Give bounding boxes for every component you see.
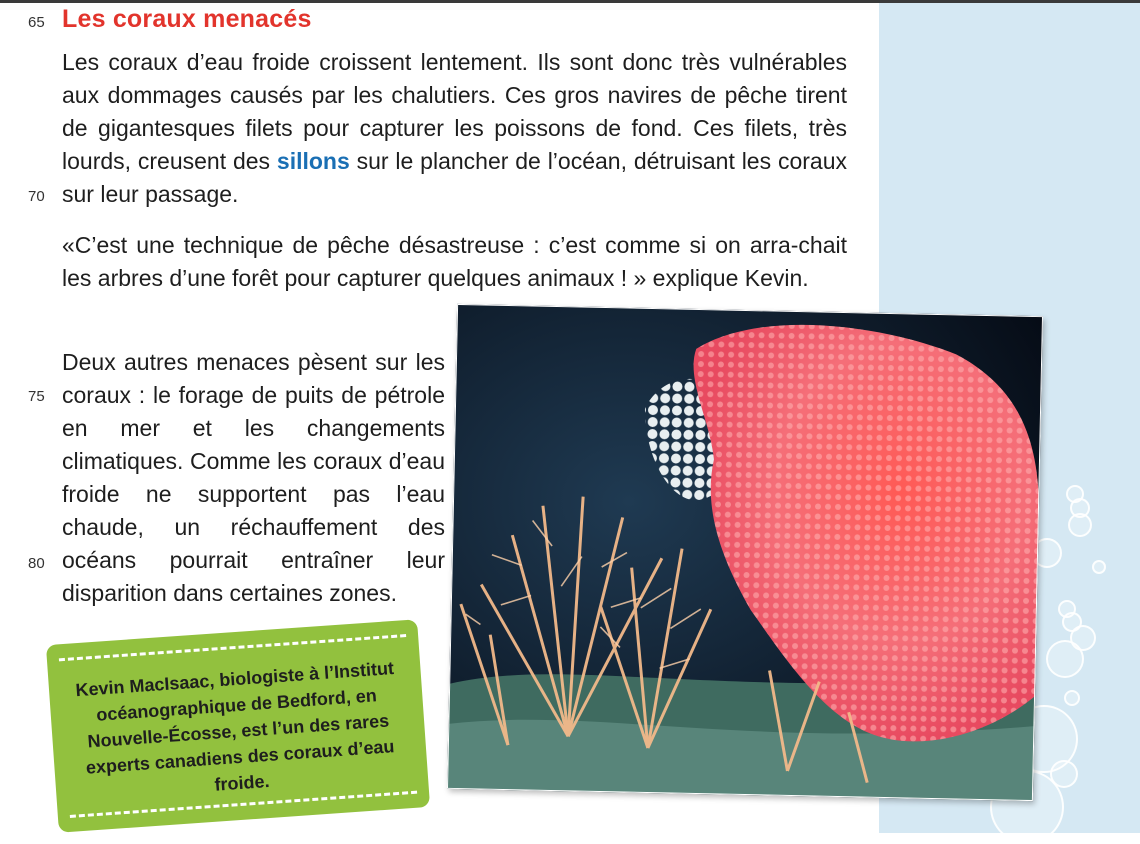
keyword-sillons[interactable]: sillons (276, 148, 350, 174)
paragraph-trawlers-before: Les coraux d’eau froide croissent lentement. Ils sont donc très vulnérables aux dommages causés par les chalutiers. Ces gros navires de pêche tirent de gigantesques filets pour capturer les poissons de fond. Ces filets, très lourds, creusent des (62, 49, 847, 174)
line-number-80: 80 (28, 555, 45, 572)
line-number-65: 65 (28, 14, 45, 31)
paragraph-trawlers (62, 46, 847, 211)
section-title: Les coraux menacés (62, 5, 312, 33)
coral-photo (447, 304, 1043, 801)
paragraph-quote: «C’est une technique de pêche désastreuse : c’est comme si on arra-chait les arbres d’une forêt pour capturer quelques animaux ! » explique Kevin. (62, 232, 847, 291)
paragraph-threats: Deux autres menaces pèsent sur les coraux : le forage de puits de pétrole en mer et les changements climatiques. Comme les coraux d’eau froide ne supportent pas l’eau chaude, un réchauffement des océans pourrait entraîner leur disparition dans certaines zones. (62, 349, 445, 606)
paragraph-trawlers-after: sur le plancher de l’océan, détruisant les coraux sur leur passage. (62, 148, 847, 207)
caption-text: Kevin MacIsaac, biologiste à l’Institut océanographique de Bedford, en Nouvelle-Écosse, est l’un des rares experts canadiens des coraux d’eau froide. (74, 658, 396, 795)
caption-box (46, 619, 430, 832)
line-number-75: 75 (28, 388, 45, 405)
line-number-70: 70 (28, 188, 45, 205)
